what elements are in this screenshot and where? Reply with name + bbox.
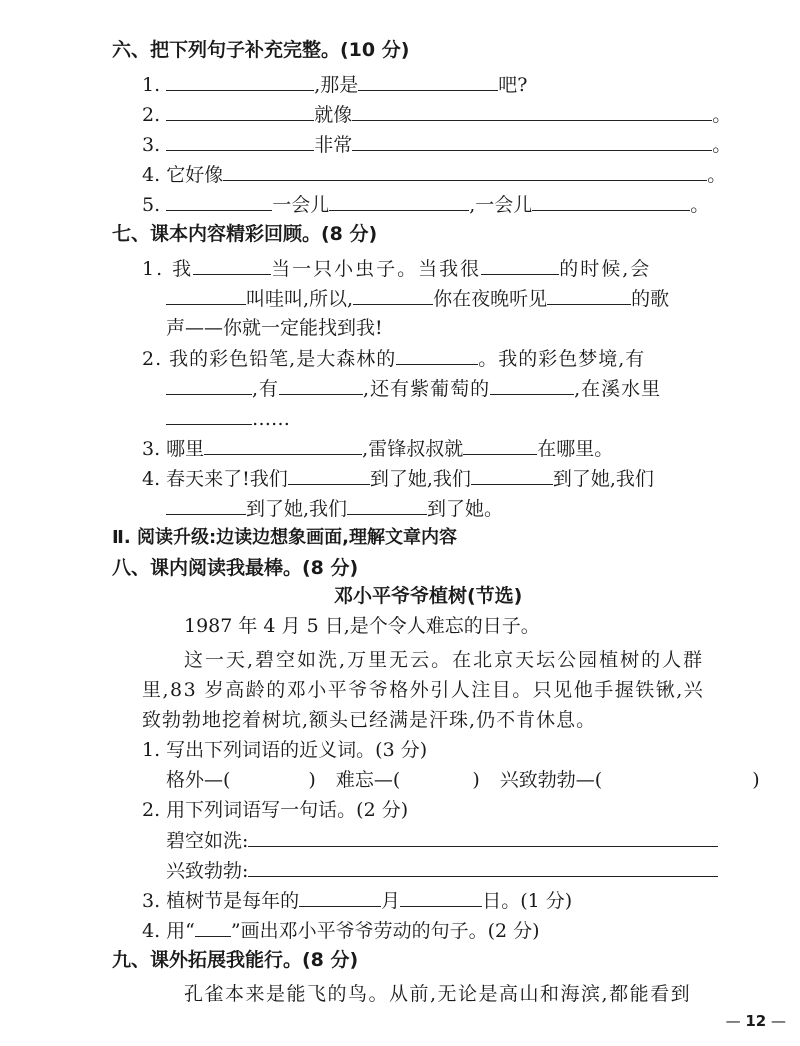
s7-q1-blank-3[interactable] [166,286,246,305]
s7-q1-line-3: 声——你就一定能找到我! [166,317,383,339]
s6-q4-blank-1[interactable] [223,162,707,181]
s8-q1-w1: 格外—( [166,769,231,791]
s7-q1-blank-4[interactable] [353,286,433,305]
s7-q1-t2: 当一只小虫子。当我很 [271,258,482,280]
s7-q2-blank-3[interactable] [279,376,363,395]
s8-q3-t1: 3. 植树节是每年的 [142,890,300,912]
s8-q1-w3: 兴致勃勃—( [499,769,603,791]
s6-q4-end: 。 [707,164,727,186]
s6-q1-num: 1. [142,74,161,96]
s6-q1-blank-1[interactable] [166,72,314,91]
s8-q1-close-1: ) [308,769,316,791]
page-number: — 12 — [726,1012,786,1030]
s7-q1-line-2 [166,286,669,311]
s7-q1-line-1 [142,256,651,281]
s8-q3-t3: 日。(1 分) [482,890,573,912]
s7-q4-line-1 [142,466,654,491]
s8-q2-w1: 碧空如洗: [166,830,249,852]
s8-q4-t2: ”画出邓小平爷爷劳动的句子。(2 分) [230,920,540,942]
s7-q1-blank-5[interactable] [547,286,631,305]
s8-q2-stem: 2. 用下列词语写一句话。(2 分) [142,799,409,821]
s8-q2-blank-1[interactable] [248,828,718,847]
s7-q2-t5: ,在溪水里 [574,378,662,400]
s6-q5-end: 。 [690,194,710,216]
s8-q1-close-2: ) [472,769,480,791]
passage-paragraph-1: 1987 年 4 月 5 日,是个令人难忘的日子。 [184,615,540,637]
s7-q3-blank-2[interactable] [463,436,537,455]
s7-q4-blank-2[interactable] [471,466,553,485]
s7-q2-blank-5[interactable] [166,406,252,425]
s7-q1-t6: 的歌 [631,288,670,310]
s6-q3-num: 3. [142,134,161,156]
s8-q2-line-2 [166,858,718,883]
s6-q5-blank-2[interactable] [329,192,469,211]
s8-q3-blank-1[interactable] [299,888,381,907]
section6-heading: 六、把下列句子补充完整。(10 分) [112,39,410,61]
s7-q2-line-1 [142,346,645,371]
s7-q4-t1: 4. 春天来了!我们 [142,468,288,490]
s7-q3-t3: 在哪里。 [537,438,614,460]
s7-q1-t3: 的时候,会 [559,258,652,280]
section8-heading: 八、课内阅读我最棒。(8 分) [112,557,359,579]
s8-q4-underline-sample [195,918,231,937]
s8-q1-stem: 1. 写出下列词语的近义词。(3 分) [142,739,428,761]
s7-q1-t1: 1. 我 [142,258,194,280]
s7-q2-blank-4[interactable] [490,376,574,395]
section7-heading: 七、课本内容精彩回顾。(8 分) [112,223,378,245]
s8-q3-t2: 月 [381,890,401,912]
s8-q1-answers [166,768,760,792]
s7-q4-line-2 [166,496,503,521]
s6-q2-mid: 就像 [314,104,353,126]
s7-q4-blank-3[interactable] [166,496,246,515]
s6-q5-blank-3[interactable] [532,192,690,211]
s7-q3-t1: 3. 哪里 [142,438,205,460]
s6-q5-blank-1[interactable] [166,192,272,211]
s7-q1-t4: 叫哇叫,所以, [246,288,354,310]
part2-heading: Ⅱ. 阅读升级:边读边想象画面,理解文章内容 [112,527,457,548]
s8-q1-close-3: ) [752,769,760,791]
s7-q2-t6: …… [252,408,290,430]
s6-question-1 [142,72,527,97]
s6-q1-blank-2[interactable] [358,72,498,91]
s7-q4-t3: 到了她,我们 [552,468,654,490]
s7-q2-t1: 2. 我的彩色铅笔,是大森林的 [142,348,397,370]
s6-q2-end: 。 [712,104,732,126]
s6-q3-blank-2[interactable] [352,132,712,151]
s8-q4 [142,918,540,943]
s8-q2-w2: 兴致勃勃: [166,860,249,882]
s7-q1-blank-2[interactable] [481,256,559,275]
s6-question-3 [142,132,731,157]
s7-q2-t2: 。我的彩色梦境,有 [478,348,646,370]
s6-question-5 [142,192,709,217]
s6-q2-blank-1[interactable] [166,102,314,121]
s6-q5-mid1: 一会儿 [272,194,330,216]
s6-q2-blank-2[interactable] [352,102,712,121]
s7-q2-line-3 [166,406,290,431]
s7-q1-t5: 你在夜晚听见 [433,288,548,310]
s6-q2-num: 2. [142,104,161,126]
s8-q1-w2: 难忘—( [335,769,401,791]
s6-question-2 [142,102,731,127]
s8-q3-blank-2[interactable] [400,888,482,907]
s6-q1-mid: ,那是 [314,74,359,96]
passage-paragraph-2-line-1: 这一天,碧空如洗,万里无云。在北京天坛公园植树的人群 [184,649,705,671]
s6-q4-num: 4. [142,164,161,186]
s7-q2-blank-1[interactable] [396,346,478,365]
s6-q3-mid: 非常 [314,134,353,156]
s7-q4-t4: 到了她,我们 [246,498,348,520]
s7-q2-t4: ,还有紫葡萄的 [363,378,491,400]
s6-q1-end: 吧? [498,74,528,96]
s7-q2-t3: ,有 [252,378,280,400]
s6-q4-start: 它好像 [166,164,224,186]
s6-q5-mid2: ,一会儿 [469,194,533,216]
s8-q2-blank-2[interactable] [248,858,718,877]
s9-paragraph-1: 孔雀本来是能飞的鸟。从前,无论是高山和海滨,都能看到 [184,983,692,1005]
s7-q3-t2: ,雷锋叔叔就 [362,438,464,460]
s7-q3-blank-1[interactable] [204,436,362,455]
s7-q4-blank-4[interactable] [347,496,427,515]
s6-q3-end: 。 [712,134,732,156]
s8-q2-line-1 [166,828,718,853]
s7-q2-line-2 [166,376,661,401]
s7-q4-t5: 到了她。 [427,498,504,520]
s8-q3 [142,888,572,913]
s7-q1-blank-1[interactable] [193,256,271,275]
s7-q2-blank-2[interactable] [166,376,252,395]
passage-paragraph-2-line-2: 里,83 岁高龄的邓小平爷爷格外引人注目。只见他手握铁锹,兴 [142,679,705,701]
s7-q4-t2: 到了她,我们 [369,468,471,490]
passage-paragraph-2-line-3: 致勃勃地挖着树坑,额头已经满是汗珠,仍不肯休息。 [142,709,597,731]
s6-q5-num: 5. [142,194,161,216]
s8-q4-t1: 4. 用“ [142,920,195,942]
passage-title: 邓小平爷爷植树(节选) [334,585,523,607]
s6-q3-blank-1[interactable] [166,132,314,151]
s7-q4-blank-1[interactable] [288,466,370,485]
section9-heading: 九、课外拓展我能行。(8 分) [112,949,359,971]
s7-q3 [142,436,613,461]
s6-question-4 [142,162,726,187]
